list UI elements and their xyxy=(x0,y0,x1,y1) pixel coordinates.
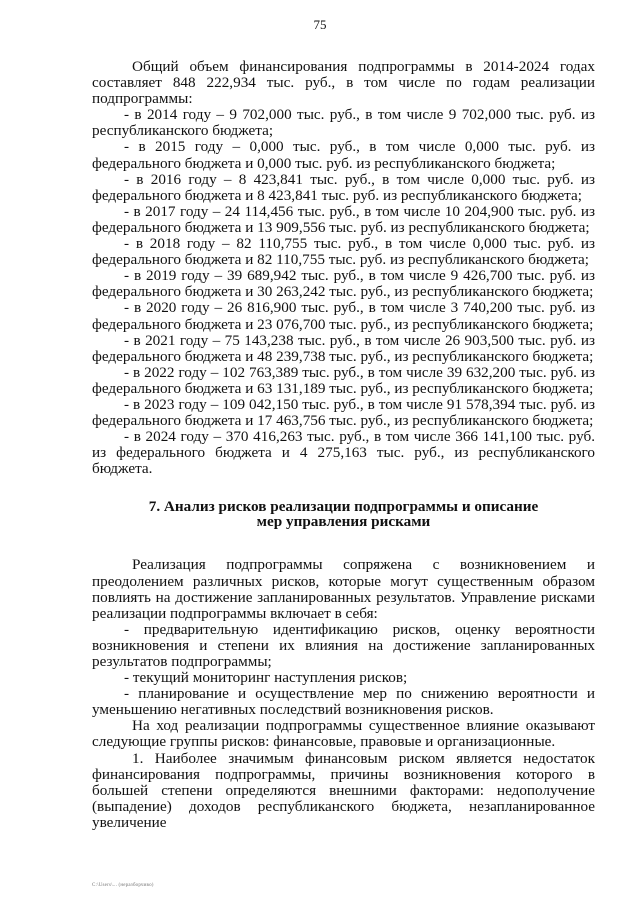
risk-measure-item: - предварительную идентификацию рисков, оценку вероятности возникновения и степени их влияния на достижение запланированных результатов подпрограммы; xyxy=(92,620,595,670)
financing-year-2024: - в 2024 году – 370 416,263 тыс. руб., в том числе 366 141,100 тыс. руб. из федерального бюджета и 4 275,163 тыс. руб., из республиканского бюджета. xyxy=(92,428,595,478)
financing-year-2022: - в 2022 году – 102 763,389 тыс. руб., в том числе 39 632,200 тыс. руб. из федерального бюджета и 63 131,189 тыс. руб., из республиканского бюджета; xyxy=(92,363,595,397)
risk-measure-item: - текущий мониторинг наступления рисков; xyxy=(124,669,408,687)
financing-year-2018: - в 2018 году – 82 110,755 тыс. руб., в том числе 0,000 тыс. руб. из федерального бюджета и 82 110,755 тыс. руб. из республиканского бюджета; xyxy=(92,235,595,269)
financing-year-2021: - в 2021 году – 75 143,238 тыс. руб., в том числе 26 903,500 тыс. руб. из федерального бюджета и 48 239,738 тыс. руб., из республиканского бюджета; xyxy=(92,331,595,365)
financing-year-2016: - в 2016 году – 8 423,841 тыс. руб., в том числе 0,000 тыс. руб. из федерального бюджета и 8 423,841 тыс. руб. из республиканского бюджета; xyxy=(92,170,595,204)
section-heading-line-1: 7. Анализ рисков реализации подпрограммы и описание xyxy=(148,498,539,516)
financing-year-2014: - в 2014 году – 9 702,000 тыс. руб., в том числе 9 702,000 тыс. руб. из республиканского бюджета; xyxy=(92,106,595,140)
risks-paragraph-intro: Реализация подпрограммы сопряжена с возникновением и преодолением различных рисков, которые могут существенным образом повлиять на достижение запланированных результатов. Управление рисками реализации подпрограммы включает в себя: xyxy=(92,556,595,622)
page-number: 75 xyxy=(313,17,327,32)
financing-intro: Общий объем финансирования подпрограммы в 2014-2024 годах составляет 848 222,934 тыс. руб., в том числе по годам реализации подпрограммы: xyxy=(92,58,595,108)
document-body xyxy=(92,59,595,831)
risk-measure-item: - планирование и осуществление мер по снижению вероятности и уменьшению негативных последствий возникновения рисков. xyxy=(92,685,595,719)
section-heading xyxy=(92,499,595,529)
risk-groups-paragraph: На ход реализации подпрограммы существенное влияние оказывают следующие группы рисков: финансовые, правовые и организационные. xyxy=(92,717,595,751)
financial-risk-paragraph: 1. Наиболее значимым финансовым риском является недостаток финансирования подпрограммы, причины возникновения которого в большей степени определяются внешними факторами: недополучение (выпадение) доходов республиканского бюджета, незапланированное увеличение xyxy=(92,749,595,831)
financing-year-2017: - в 2017 году – 24 114,456 тыс. руб., в том числе 10 204,900 тыс. руб. из федерального бюджета и 13 909,556 тыс. руб. из республиканского бюджета; xyxy=(92,202,595,236)
financing-year-2020: - в 2020 году – 26 816,900 тыс. руб., в том числе 3 740,200 тыс. руб. из федерального бюджета и 23 076,700 тыс. руб., из республиканского бюджета; xyxy=(92,299,595,333)
section-heading-line-2: мер управления рисками xyxy=(256,513,431,531)
financing-year-2023: - в 2023 году – 109 042,150 тыс. руб., в том числе 91 578,394 тыс. руб. из федерального бюджета и 17 463,756 тыс. руб., из республиканского бюджета; xyxy=(92,395,595,430)
footer-file-path: C:\Users\... (неразборчиво) xyxy=(92,883,154,888)
financing-year-2019: - в 2019 году – 39 689,942 тыс. руб., в том числе 9 426,700 тыс. руб. из федерального бюджета и 30 263,242 тыс. руб., из республиканского бюджета; xyxy=(92,267,595,301)
financing-year-2015: - в 2015 году – 0,000 тыс. руб., в том числе 0,000 тыс. руб. из федерального бюджета и 0,000 тыс. руб. из республиканского бюджета; xyxy=(92,138,595,172)
